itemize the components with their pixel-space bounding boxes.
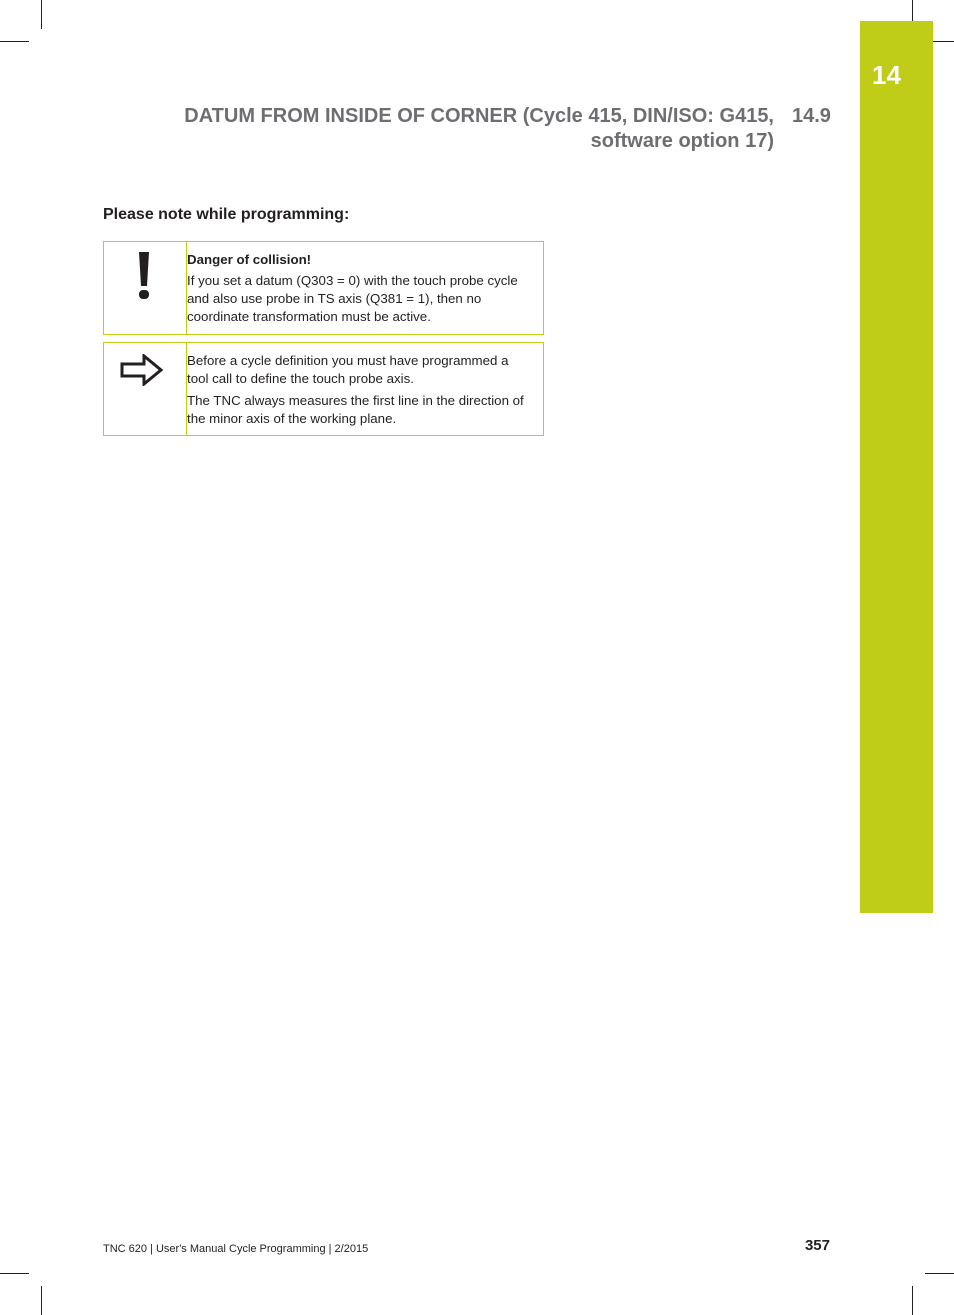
note-text bbox=[187, 242, 543, 334]
note-paragraph: Before a cycle definition you must have programmed a tool call to define the touch probe axis. bbox=[187, 353, 509, 386]
crop-mark bbox=[41, 1286, 42, 1315]
section-title-line-1: DATUM FROM INSIDE OF CORNER (Cycle 415, DIN/ISO: G415, bbox=[184, 105, 774, 127]
note-title: Danger of collision! bbox=[187, 252, 312, 267]
exclamation-icon bbox=[136, 252, 152, 300]
crop-mark bbox=[0, 41, 29, 42]
subheading: Please note while programming: bbox=[103, 206, 350, 223]
crop-mark bbox=[0, 1273, 29, 1274]
footer-text: TNC 620 | User's Manual Cycle Programming | 2/2015 bbox=[103, 1243, 369, 1255]
arrow-right-icon bbox=[120, 354, 164, 386]
crop-mark bbox=[912, 1286, 913, 1315]
chapter-tab bbox=[860, 21, 933, 913]
info-note bbox=[103, 342, 544, 436]
section-title bbox=[134, 104, 774, 154]
section-title-line-2: software option 17) bbox=[590, 130, 774, 152]
note-text bbox=[187, 343, 543, 435]
note-icon-cell bbox=[104, 242, 187, 334]
page-number: 357 bbox=[804, 1237, 830, 1254]
note-paragraph: If you set a datum (Q303 = 0) with the touch probe cycle and also use probe in TS axis (Q381 = 1), then no coordinate transformation must be active. bbox=[187, 273, 518, 324]
section-number: 14.9 bbox=[792, 105, 831, 127]
crop-mark bbox=[41, 0, 42, 29]
crop-mark bbox=[925, 1273, 954, 1274]
warning-note bbox=[103, 241, 544, 335]
note-icon-cell bbox=[104, 343, 187, 435]
note-paragraph: The TNC always measures the first line in the direction of the minor axis of the working plane. bbox=[187, 393, 524, 426]
chapter-number: 14 bbox=[872, 60, 901, 90]
